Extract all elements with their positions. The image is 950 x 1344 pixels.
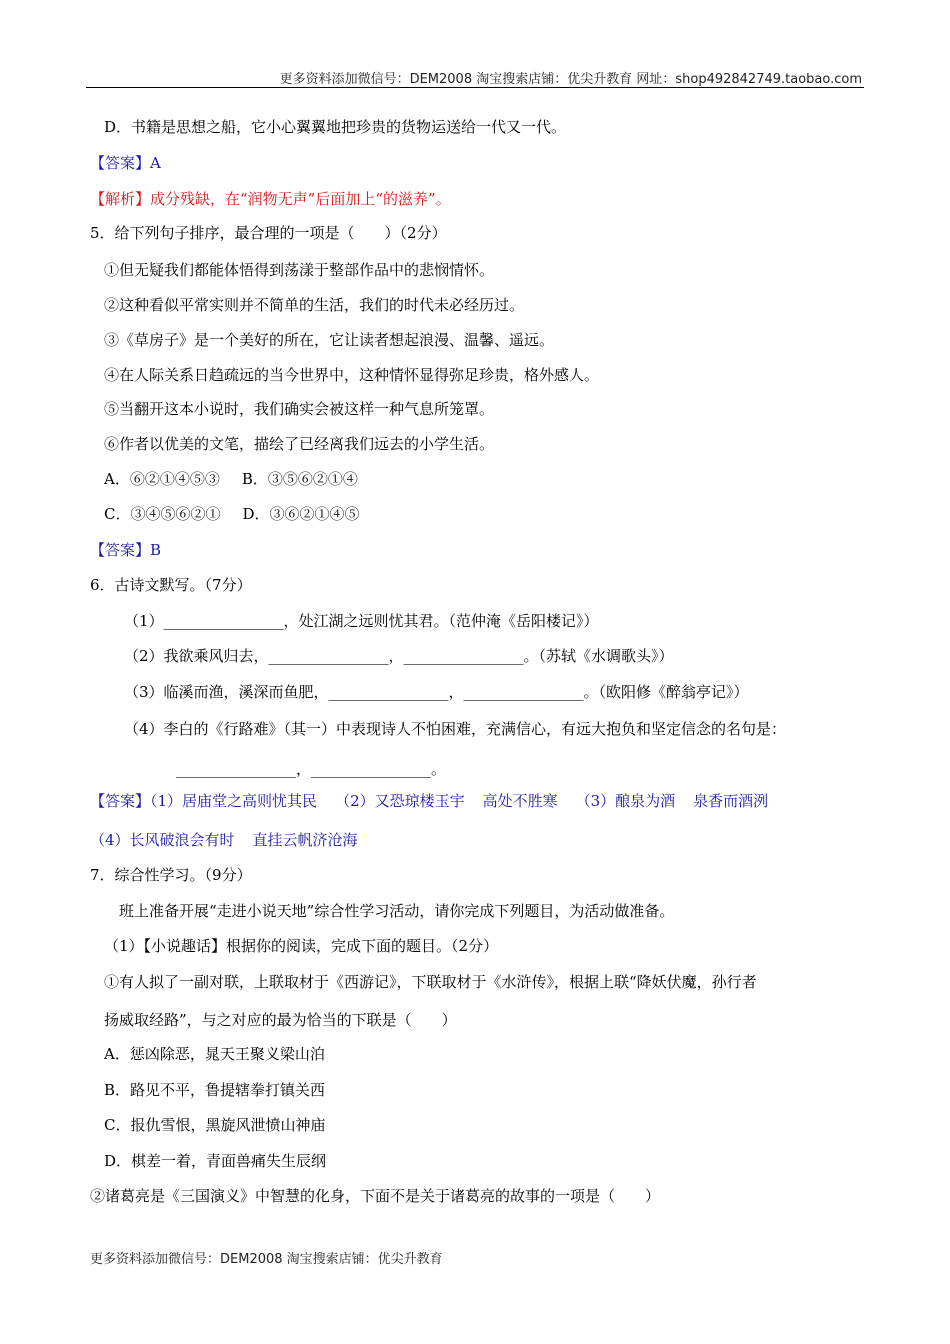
q7-option-c: C．报仇雪恨，黑旋风泄愤山神庙 <box>104 1116 326 1134</box>
q4-analysis <box>90 189 451 209</box>
analysis-label: 【解析】 <box>90 190 151 208</box>
q5-sentence: ①但无疑我们都能体悟得到荡漾于整部作品中的悲悯情怀。 <box>104 261 495 279</box>
q5-option-b: B．③⑤⑥②①④ <box>241 470 358 488</box>
answer-part: 泉香而酒洌 <box>693 792 769 810</box>
q7-stem: 7．综合性学习。（9分） <box>90 866 252 884</box>
q4-answer <box>90 153 161 173</box>
q5-sentence: ③《草房子》是一个美好的所在，它让读者想起浪漫、温馨、遥远。 <box>104 331 555 349</box>
q5-answer <box>90 540 161 560</box>
answer-part: 直挂云帆济沧海 <box>252 831 358 849</box>
q7-intro: 班上准备开展“走进小说天地”综合性学习活动，请你完成下列题目，为活动做准备。 <box>119 902 675 920</box>
q6-answer-line-2 <box>90 830 358 850</box>
q5-sentence: ⑥作者以优美的文笔，描绘了已经离我们远去的小学生活。 <box>104 435 495 453</box>
q6-stem: 6．古诗文默写。（7分） <box>90 576 252 594</box>
answer-label: 【答案】 <box>90 792 151 810</box>
q5-sentence: ②这种看似平常实则并不简单的生活，我们的时代未必经历过。 <box>104 296 525 314</box>
q7-option-a: A．惩凶除恶，晁天王聚义梁山泊 <box>104 1045 325 1063</box>
header-divider <box>86 87 864 88</box>
answer-value: A <box>150 154 161 172</box>
answer-label: 【答案】 <box>90 541 151 559</box>
answer-label: 【答案】 <box>90 154 151 172</box>
answer-part: （3）酿泉为酒 <box>575 792 676 810</box>
q6-item-4-blanks: ________________，________________。 <box>176 760 447 778</box>
q6-answer-line-1 <box>90 791 768 811</box>
page-footer: 更多资料添加微信号：DEM2008 淘宝搜索店铺：优尖升教育 <box>90 1252 443 1267</box>
q6-item-1: （1）________________，处江湖之远则忧其君。（范仲淹《岳阳楼记》） <box>124 612 599 630</box>
q5-options-row1 <box>104 469 358 489</box>
q7-sub1: （1）【小说趣话】根据你的阅读，完成下面的题目。（2分） <box>104 937 499 955</box>
q5-sentence: ④在人际关系日趋疏远的当今世界中，这种情怀显得弥足珍贵，格外感人。 <box>104 366 600 384</box>
answer-value: B <box>150 541 162 559</box>
q5-sentence: ⑤当翻开这本小说时，我们确实会被这样一种气息所笼罩。 <box>104 400 495 418</box>
answer-part: （1）居庙堂之高则忧其民 <box>150 792 318 810</box>
q7-sub1-question-line-1: ①有人拟了一副对联，上联取材于《西游记》，下联取材于《水浒传》，根据上联“降妖伏魔，孙行者 <box>104 973 757 991</box>
page-header: 更多资料添加微信号：DEM2008 淘宝搜索店铺：优尖升教育 网址：shop492842749.taobao.com <box>279 72 862 87</box>
q6-item-3: （3）临溪而渔，溪深而鱼肥，________________，________________。（欧阳修《醉翁亭记》） <box>124 683 749 701</box>
analysis-text: 成分残缺，在“润物无声”后面加上“的滋养”。 <box>150 190 451 208</box>
q7-sub1-question-line-2: 扬威取经路”，与之对应的最为恰当的下联是（ ） <box>104 1011 457 1029</box>
q6-item-4: （4）李白的《行路难》（其一）中表现诗人不怕困难，充满信心，有远大抱负和坚定信念的名句是： <box>124 720 787 738</box>
answer-part: （4）长风破浪会有时 <box>90 831 235 849</box>
q5-stem: 5．给下列句子排序，最合理的一项是（ ）（2分） <box>90 224 447 242</box>
q6-item-2: （2）我欲乘风归去，________________，________________。（苏轼《水调歌头》） <box>124 647 674 665</box>
q7-option-b: B．路见不平，鲁提辖拳打镇关西 <box>104 1081 326 1099</box>
q5-option-c: C．③④⑤⑥②① <box>104 505 221 523</box>
q7-option-d: D．棋差一着，青面兽痛失生辰纲 <box>104 1152 327 1170</box>
answer-part: （2）又恐琼楼玉宇 <box>335 792 465 810</box>
q5-option-a: A．⑥②①④⑤③ <box>104 470 220 488</box>
q4-option-d: D．书籍是思想之船，它小心翼翼地把珍贵的货物运送给一代又一代。 <box>104 118 567 136</box>
answer-part: 高处不胜寒 <box>482 792 558 810</box>
q5-options-row2 <box>104 504 360 524</box>
q7-sub1-question-2: ②诸葛亮是《三国演义》中智慧的化身，下面不是关于诸葛亮的故事的一项是（ ） <box>90 1187 661 1205</box>
q5-option-d: D．③⑥②①④⑤ <box>242 505 360 523</box>
